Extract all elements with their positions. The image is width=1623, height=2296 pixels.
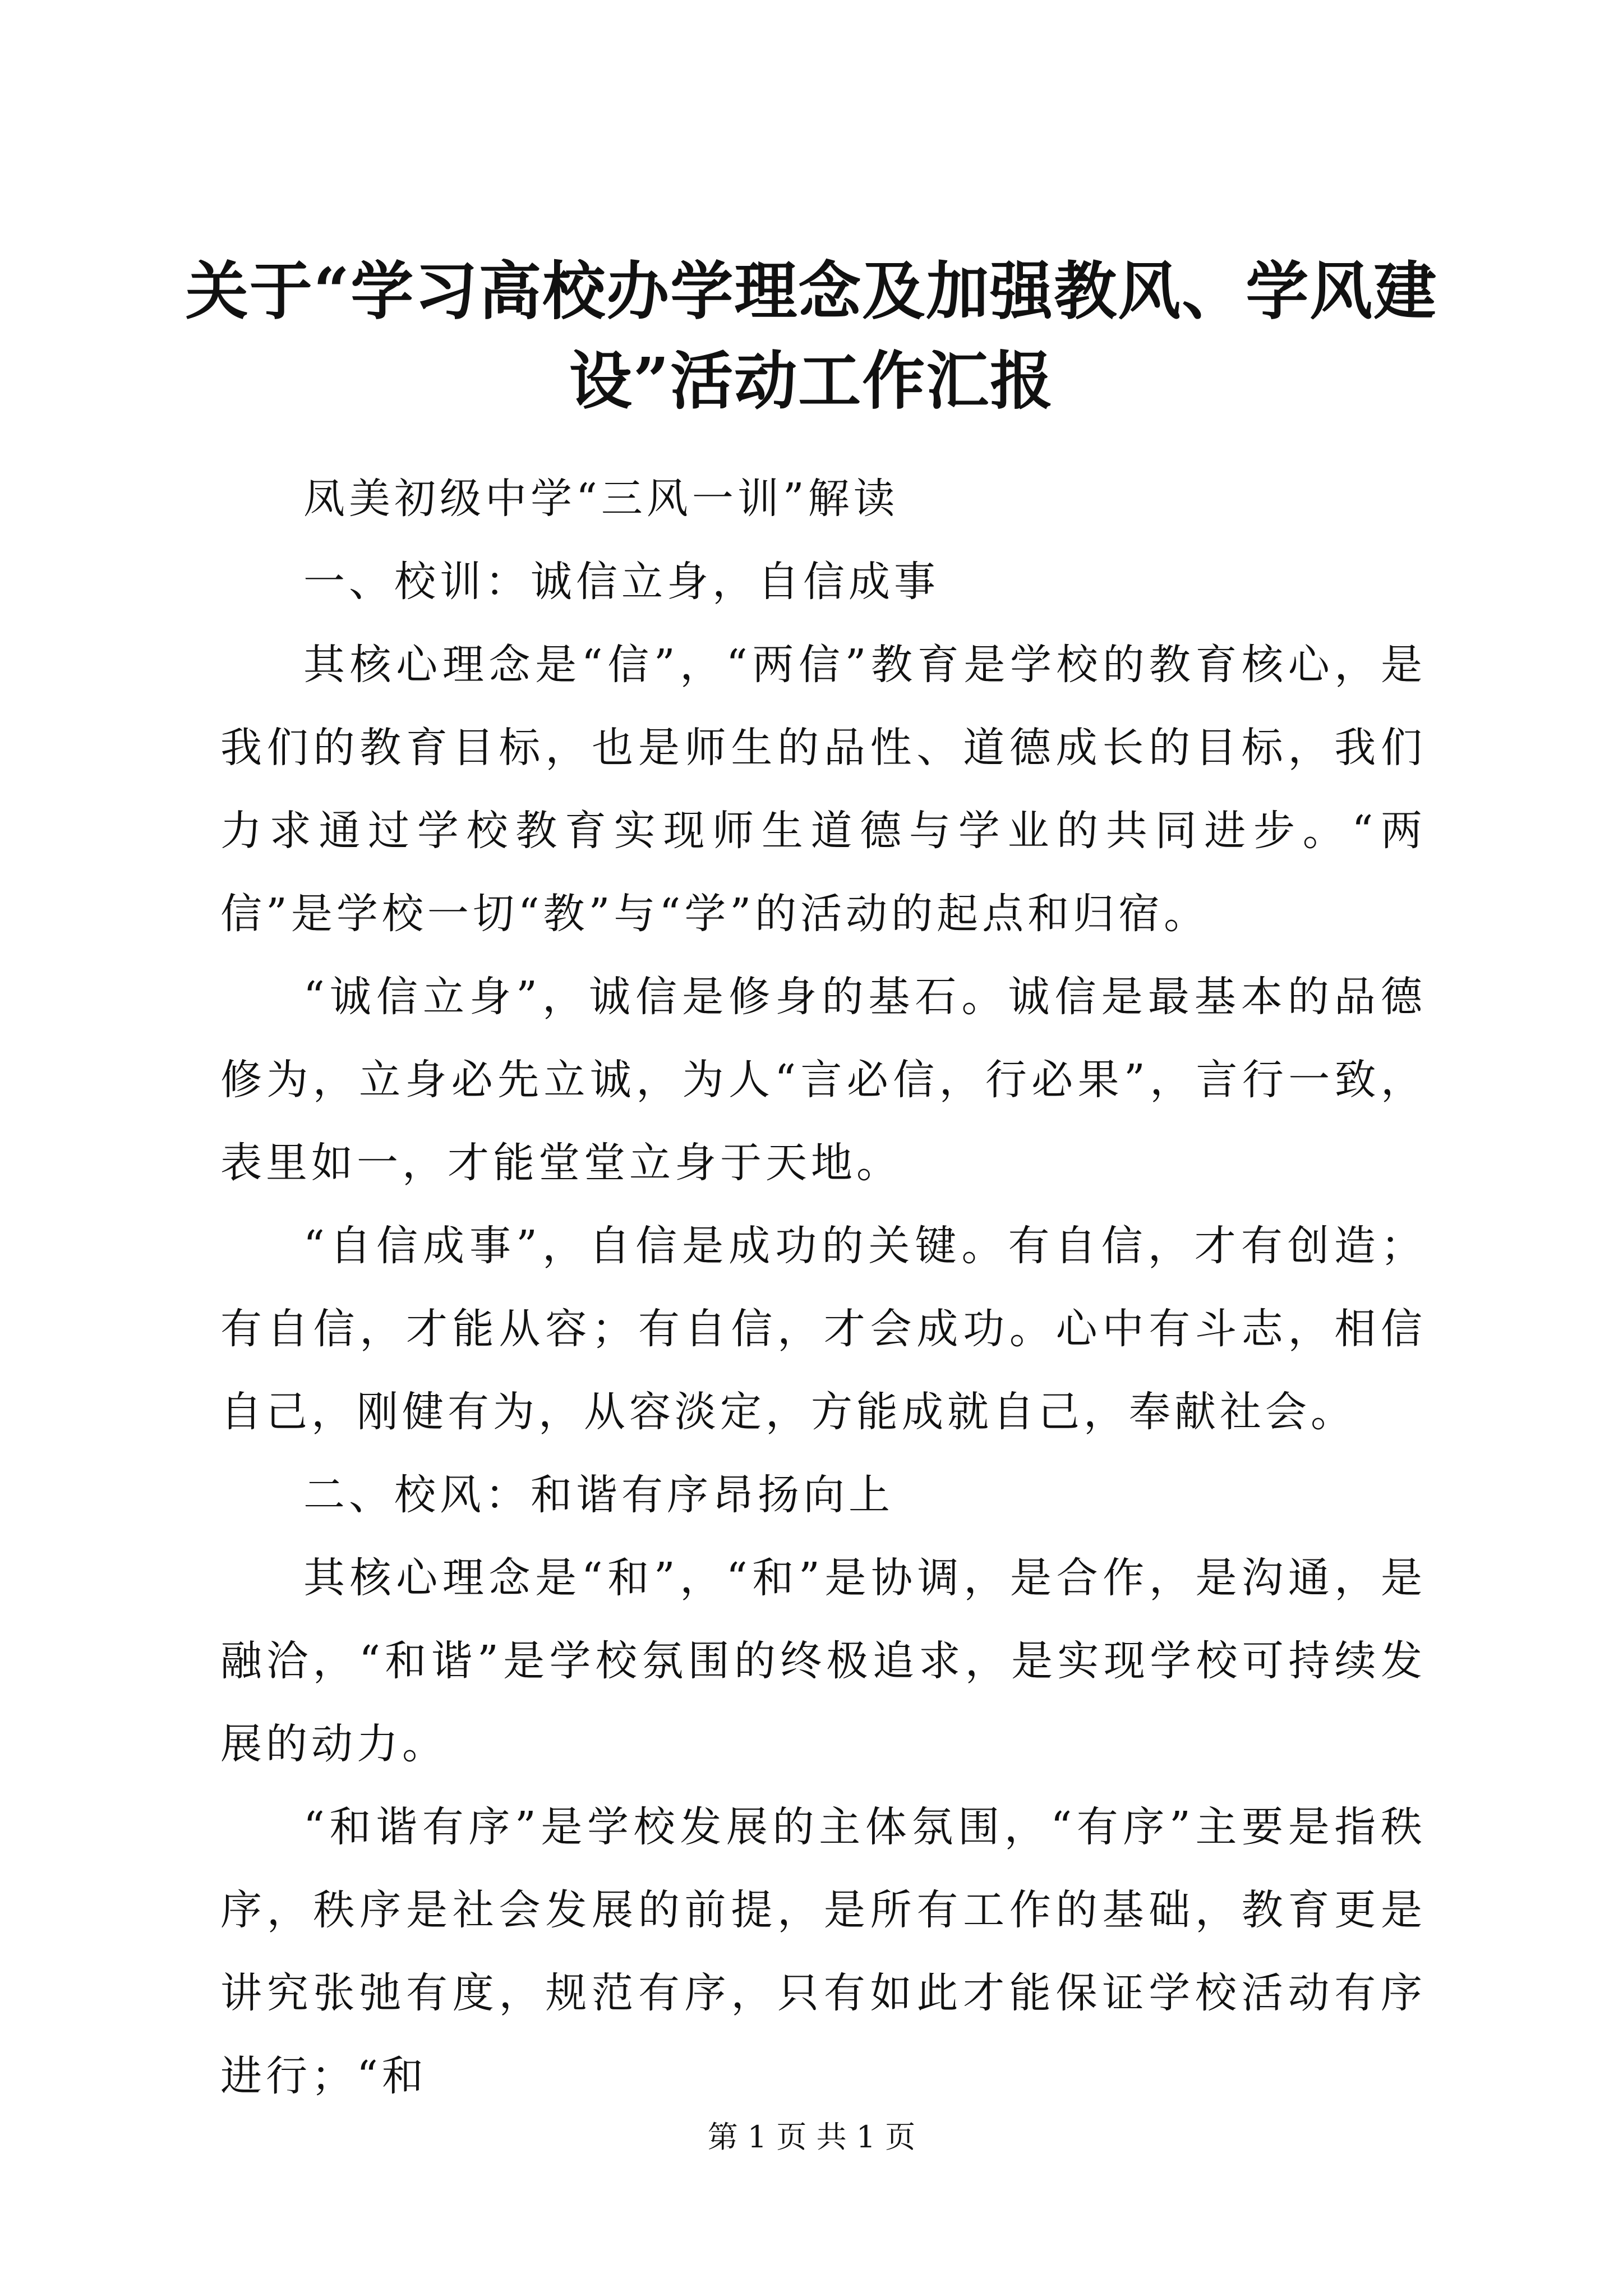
body-paragraph: “自信成事”，自信是成功的关键。有自信，才有创造；有自信，才能从容；有自信，才会成功。心中有斗志，相信自己，刚健有为，从容淡定，方能成就自己，奉献社会。	[220, 1222, 1426, 1436]
document-title: 关于“学习高校办学理念及加强教风、学风建设”活动工作汇报	[185, 255, 1438, 418]
body-paragraph: “诚信立身”，诚信是修身的基石。诚信是最基本的品德修为，立身必先立诚，为人“言必信，行必果”，言行一致，表里如一，才能堂堂立身于天地。	[220, 973, 1426, 1187]
page-footer: 第 1 页 共 1 页	[707, 2119, 916, 2155]
section-heading-school-motto: 一、校训：诚信立身，自信成事	[303, 558, 939, 606]
section-heading-school-spirit: 二、校风：和谐有序昂扬向上	[303, 1471, 894, 1519]
body-paragraph: 其核心理念是“和”，“和”是协调，是合作，是沟通，是融洽，“和谐”是学校氛围的终极追求，是实现学校可持续发展的动力。	[220, 1554, 1426, 1768]
body-paragraph: 其核心理念是“信”，“两信”教育是学校的教育核心，是我们的教育目标，也是师生的品性、道德成长的目标，我们力求通过学校教育实现师生道德与学业的共同进步。“两信”是学校一切“教”与“学”的活动的起点和归宿。	[220, 641, 1426, 938]
subtitle-paragraph: 凤美初级中学“三风一训”解读	[303, 475, 899, 523]
body-paragraph: “和谐有序”是学校发展的主体氛围，“有序”主要是指秩序，秩序是社会发展的前提，是所有工作的基础，教育更是讲究张弛有度，规范有序，只有如此才能保证学校活动有序进行；“和	[220, 1803, 1426, 2100]
document-body	[220, 457, 1426, 2118]
